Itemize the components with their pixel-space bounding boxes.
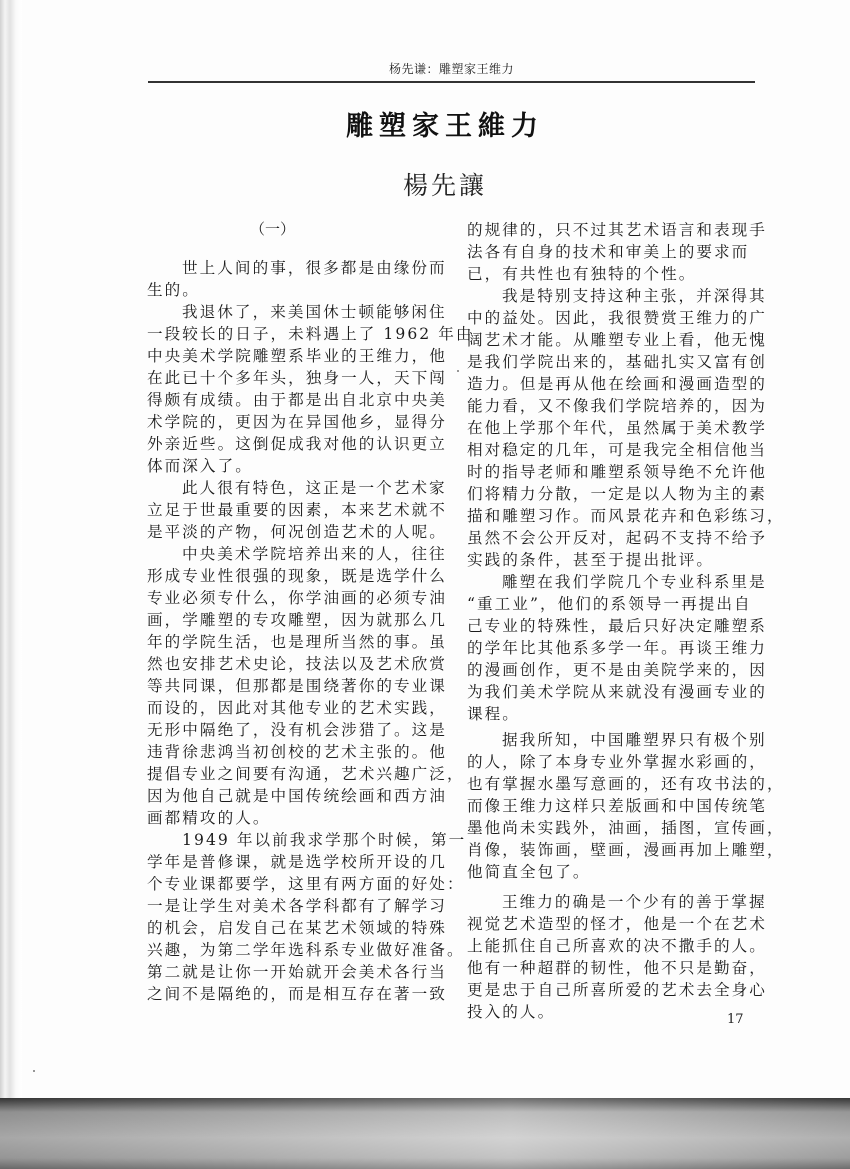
text-line: 据我所知，中国雕塑界只有极个别: [502, 731, 767, 749]
text-line: 在此已十个多年头，独身一人，天下闯: [147, 369, 447, 387]
text-line: 等共同课，但那都是围绕著你的专业课: [147, 677, 447, 695]
scanner-bottom-edge: [0, 1098, 850, 1169]
text-line: 一段较长的日子，未料遇上了 1962 年由: [147, 325, 474, 343]
text-line: 们将精力分散，一定是以人物为主的素: [467, 485, 767, 503]
text-line: 造力。但是再从他在绘画和漫画造型的: [467, 375, 767, 393]
text-line: 然也安排艺术史论，技法以及艺术欣赏: [147, 655, 447, 673]
text-line: 外亲近些。这倒促成我对他的认识更立: [147, 435, 447, 453]
text-line: 年的学院生活，也是理所当然的事。虽: [147, 633, 447, 651]
text-line: 法各有自身的技术和审美上的要求而: [467, 243, 750, 261]
text-line: 而像王维力这样只差版画和中国传统笔: [467, 797, 767, 815]
section-marker: （一）: [250, 220, 296, 238]
text-line: 学年是普修课，就是选学校所开设的几: [147, 853, 447, 871]
text-line: 而设的，因此对其他专业的艺术实践，: [147, 699, 447, 717]
text-line: 1949 年以前我求学那个时候，第一: [182, 831, 467, 849]
binding-shadow: [0, 0, 22, 1100]
text-line: 为我们美术学院从来就没有漫画专业的: [467, 683, 767, 701]
article-title: 雕塑家王維力: [346, 111, 544, 142]
text-line: 他有一种超群的韧性，他不只是勤奋，: [467, 959, 767, 977]
text-line: 实践的条件，甚至于提出批评。: [467, 551, 715, 569]
text-line: 是我们学院出来的，基础扎实又富有创: [467, 353, 767, 371]
text-line: 中央美术学院雕塑系毕业的王维力，他: [147, 347, 447, 365]
text-line: 兴趣，为第二学年选科系专业做好准备。: [147, 941, 465, 959]
text-line: 已，有共性也有独特的个性。: [467, 265, 697, 283]
text-line: 在他上学那个年代，虽然属于美术教学: [467, 419, 767, 437]
text-line: 中央美术学院培养出来的人，往往: [182, 545, 447, 563]
text-line: 一是让学生对美术各学科都有了解学习: [147, 897, 447, 915]
text-line: 雕塑在我们学院几个专业科系里是: [502, 573, 767, 591]
text-line: “重工业”，他们的系领导一再提出自: [467, 595, 752, 613]
text-line: 此人很有特色，这正是一个艺术家: [182, 479, 447, 497]
text-line: 画都精攻的人。: [147, 809, 271, 827]
page-number: 17: [727, 1012, 744, 1027]
text-line: 提倡专业之间要有沟通，艺术兴趣广泛，: [147, 765, 465, 783]
text-line: 画，学雕塑的专攻雕塑，因为就那么几: [147, 611, 447, 629]
text-line: 肖像，装饰画，壁画，漫画再加上雕塑，: [467, 841, 785, 859]
article-author: 楊先讓: [402, 171, 487, 200]
text-line: 课程。: [467, 705, 520, 723]
text-line: 相对稳定的几年，可是我完全相信他当: [467, 441, 767, 459]
text-line: 墨他尚未实践外，油画，插图，宣传画，: [467, 819, 785, 837]
text-line: 第二就是让你一开始就开会美术各行当: [147, 963, 447, 981]
text-line: 形成专业性很强的现象，既是选学什么: [147, 567, 447, 585]
text-line: 之间不是隔绝的，而是相互存在著一致: [147, 985, 447, 1003]
text-line: 上能抓住自己所喜欢的决不撒手的人。: [467, 937, 767, 955]
text-line: 我退休了，来美国休士顿能够闲住: [182, 303, 447, 321]
text-line: 违背徐悲鸿当初创校的艺术主张的。他: [147, 743, 447, 761]
text-line: 他简直全包了。: [467, 863, 591, 881]
text-line: 因为他自己就是中国传统绘画和西方油: [147, 787, 447, 805]
text-line: 专业必须专什么，你学油画的必须专油: [147, 589, 447, 607]
text-line: 视觉艺术造型的怪才，他是一个在艺术: [467, 915, 767, 933]
text-line: 立足于世最重要的因素，本来艺术就不: [147, 501, 447, 519]
text-line: 投入的人。: [467, 1003, 556, 1021]
text-line: 无形中隔绝了，没有机会涉猎了。这是: [147, 721, 447, 739]
scan-speck: [33, 1070, 35, 1072]
text-line: 的规律的，只不过其艺术语言和表现手: [467, 221, 767, 239]
text-line: 能力看，又不像我们学院培养的，因为: [467, 397, 767, 415]
text-line: 王维力的确是一个少有的善于掌握: [502, 893, 767, 911]
text-line: 个专业课都要学，这里有两方面的好处：: [147, 875, 465, 893]
scan-speck: [457, 370, 459, 372]
text-line: 也有掌握水墨写意画的，还有攻书法的，: [467, 775, 785, 793]
text-line: 世上人间的事，很多都是由缘份而: [182, 259, 447, 277]
text-line: 体而深入了。: [147, 457, 253, 475]
text-line: 得颇有成绩。由于都是出自北京中央美: [147, 391, 447, 409]
text-line: 阔艺术才能。从雕塑专业上看，他无愧: [467, 331, 767, 349]
text-line: 术学院的，更因为在异国他乡，显得分: [147, 413, 447, 431]
text-line: 我是特别支持这种主张，并深得其: [502, 287, 767, 305]
text-line: 的漫画创作，更不是由美院学来的，因: [467, 661, 767, 679]
text-line: 己专业的特殊性，最后只好决定雕塑系: [467, 617, 767, 635]
text-line: 生的。: [147, 281, 200, 299]
text-line: 时的指导老师和雕塑系领导绝不允许他: [467, 463, 767, 481]
text-line: 更是忠于自己所喜所爱的艺术去全身心: [467, 981, 767, 999]
text-line: 是平淡的产物，何况创造艺术的人呢。: [147, 523, 447, 541]
text-line: 虽然不会公开反对，起码不支持不给予: [467, 529, 767, 547]
running-head: 杨先谦：雕塑家王维力: [388, 62, 514, 76]
text-line: 中的益处。因此，我很赞赏王维力的广: [467, 309, 767, 327]
text-line: 的机会，启发自己在某艺术领域的特殊: [147, 919, 447, 937]
text-line: 的人，除了本身专业外掌握水彩画的，: [467, 753, 767, 771]
text-line: 的学年比其他系多学一年。再谈王维力: [467, 639, 767, 657]
text-line: 描和雕塑习作。而风景花卉和色彩练习，: [467, 507, 785, 525]
header-rule: [148, 81, 755, 83]
